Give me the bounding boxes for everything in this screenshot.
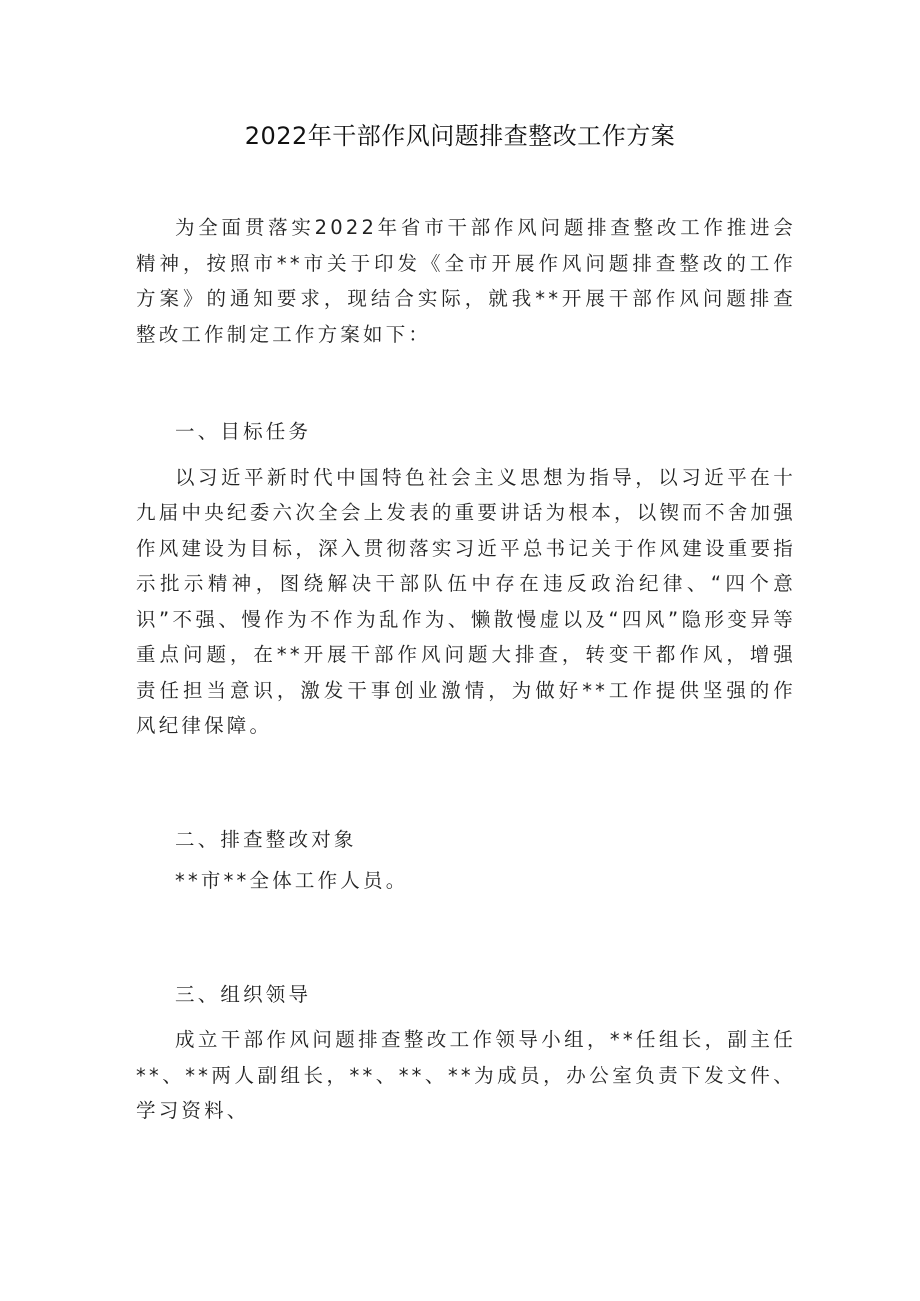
section-heading-2: 二、排查整改对象 [175,827,357,851]
section-paragraph-1: 以习近平新时代中国特色社会主义思想为指导，以习近平在十九届中央纪委六次全会上发表的重要讲话为根本，以锲而不舍加强作风建设为目标，深入贯彻落实习近平总书记关于作风建设重要指示批示精神，图绕解决干部队伍中存在违反政治纪律、“四个意识”不强、慢作为不作为乱作为、懒散慢虚以及“四风”隐形变异等重点问题，在**开展干部作风问题大排查，转变干都作风，增强责任担当意识，激发干事创业激情，为做好**工作提供坚强的作风纪律保障。 [136,465,796,737]
section-heading-1: 一、目标任务 [175,420,312,443]
section-paragraph-2: **市**全体工作人员。 [175,869,409,892]
spacer [136,352,796,414]
document-body [136,210,796,1129]
document-title: 2022年干部作风问题排查整改工作方案 [244,122,676,150]
section-heading-3: 三、组织领导 [175,982,312,1006]
section-paragraph-3: 成立干部作风问题排查整改工作领导小组，**任组长，副主任**、**两人副组长，**、**、**为成员，办公室负责下发文件、学习资料、 [136,1028,796,1122]
intro-paragraph: 为全面贯落实2022年省市干部作风问题排查整改工作推进会精神，按照市**市关于印发《全市开展作风问题排查整改的工作方案》的通知要求，现结合实际，就我**开展干部作风问题排查整改工作制定工作方案如下： [136,216,796,346]
spacer [136,744,796,822]
spacer [136,899,796,977]
